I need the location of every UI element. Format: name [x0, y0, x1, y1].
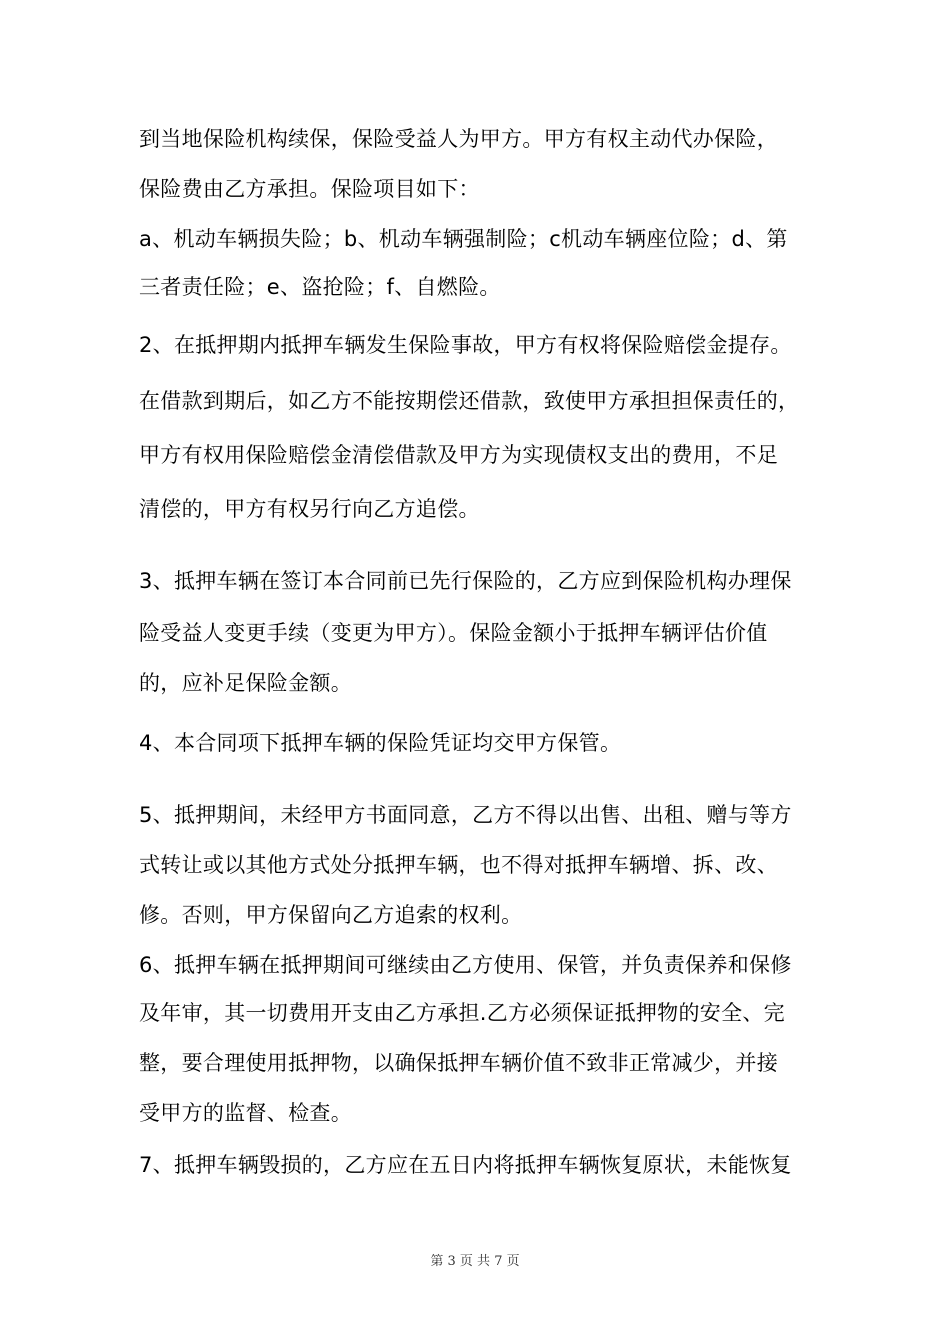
text-line: 在借款到期后，如乙方不能按期偿还借款，致使甲方承担担保责任的，	[139, 389, 800, 413]
text-line: 险受益人变更手续（变更为甲方）。保险金额小于抵押车辆评估价值	[139, 621, 768, 645]
text-line: 3、抵押车辆在签订本合同前已先行保险的，乙方应到保险机构办理保	[139, 569, 792, 593]
text-line: 甲方有权用保险赔偿金清偿借款及甲方为实现债权支出的费用，不足	[139, 443, 778, 467]
text-line: 6、抵押车辆在抵押期间可继续由乙方使用、保管，并负责保养和保修	[139, 953, 792, 977]
text-line: 保险费由乙方承担。保险项目如下：	[139, 177, 480, 201]
text-line: 清偿的，甲方有权另行向乙方追偿。	[139, 497, 480, 521]
page-footer: 第 3 页 共 7 页	[430, 1254, 520, 1269]
text-line: 4、本合同项下抵押车辆的保险凭证均交甲方保管。	[139, 731, 622, 755]
text-line: 7、抵押车辆毁损的，乙方应在五日内将抵押车辆恢复原状，未能恢复	[139, 1153, 792, 1177]
text-line: 5、抵押期间，未经甲方书面同意，乙方不得以出售、出租、赠与等方	[139, 803, 792, 827]
text-line: 受甲方的监督、检查。	[139, 1101, 352, 1125]
text-line: 三者责任险；e、盗抢险；f、自燃险。	[139, 275, 501, 299]
text-line: 的，应补足保险金额。	[139, 671, 352, 695]
text-line: 修。否则，甲方保留向乙方追索的权利。	[139, 903, 523, 927]
text-line: 整，要合理使用抵押物，以确保抵押车辆价值不致非正常减少，并接	[139, 1051, 778, 1075]
text-line: 到当地保险机构续保，保险受益人为甲方。甲方有权主动代办保险，	[139, 127, 778, 151]
text-line: 2、在抵押期内抵押车辆发生保险事故，甲方有权将保险赔偿金提存。	[139, 333, 792, 357]
text-line: a、机动车辆损失险；b、机动车辆强制险；c机动车辆座位险；d、第	[139, 227, 788, 251]
text-line: 及年审，其一切费用开支由乙方承担.乙方必须保证抵押物的安全、完	[139, 1001, 785, 1025]
text-line: 式转让或以其他方式处分抵押车辆，也不得对抵押车辆增、拆、改、	[139, 853, 778, 877]
